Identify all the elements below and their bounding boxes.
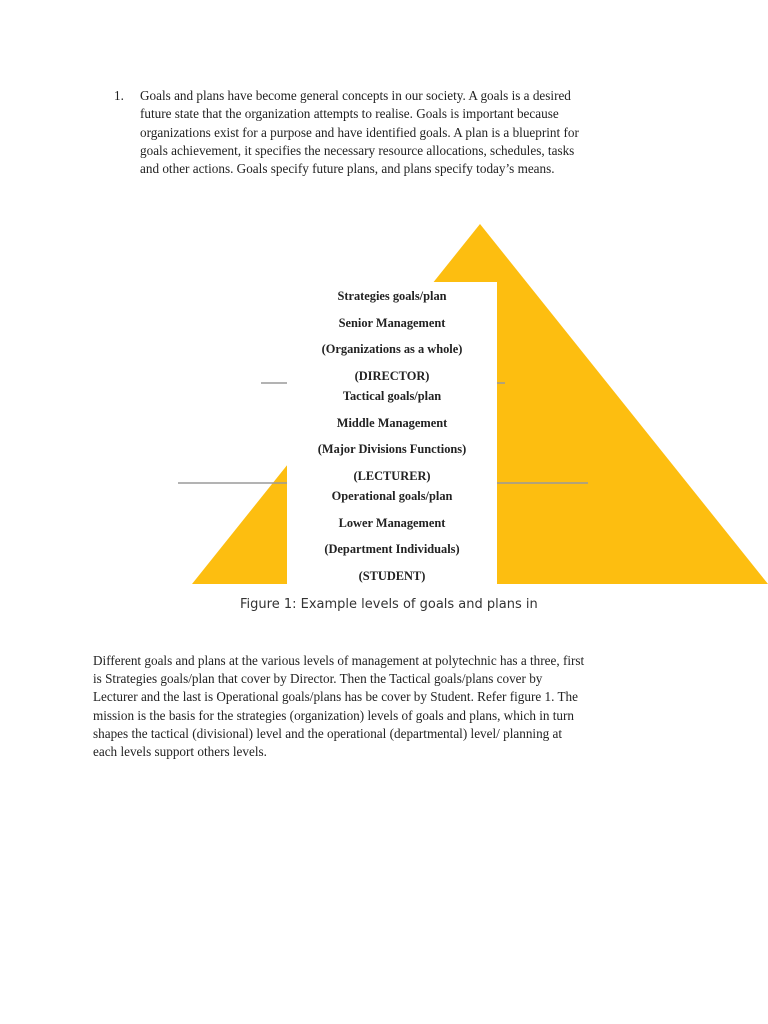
level-scope: (Major Divisions Functions) <box>317 442 467 456</box>
level-strategic <box>287 282 497 383</box>
question-line: future state that the organization attempts to realise. Goals is important because <box>140 106 559 122</box>
level-management: Lower Management <box>338 515 446 530</box>
level-management: Middle Management <box>336 415 448 430</box>
level-title: Tactical goals/plan <box>342 389 442 403</box>
level-title: Operational goals/plan <box>331 489 453 503</box>
level-role: (LECTURER) <box>353 468 431 483</box>
pyramid-figure <box>0 200 768 630</box>
question-line: organizations exist for a purpose and have identified goals. A plan is a blueprint for <box>140 124 579 140</box>
level-role: (STUDENT) <box>358 568 426 583</box>
body-line: each levels support others levels. <box>93 744 267 760</box>
level-operational <box>287 483 497 588</box>
question-line: and other actions. Goals specify future plans, and plans specify today’s means. <box>140 161 555 177</box>
body-line: Lecturer and the last is Operational goals/plans has be cover by Student. Refer figure 1. The <box>93 689 578 705</box>
level-scope: (Organizations as a whole) <box>321 342 463 356</box>
level-title: Strategies goals/plan <box>337 289 447 303</box>
question-paragraph <box>114 87 674 178</box>
question-line: goals achievement, it specifies the necessary resource allocations, schedules, tasks <box>140 142 575 158</box>
level-management: Senior Management <box>338 315 446 330</box>
level-role: (DIRECTOR) <box>354 368 430 383</box>
list-number: 1. <box>114 88 124 103</box>
question-line: Goals and plans have become general concepts in our society. A goals is a desired <box>140 88 571 103</box>
pyramid-levels <box>287 282 497 588</box>
figure-caption: Figure 1: Example levels of goals and plans in <box>240 597 538 612</box>
body-line: shapes the tactical (divisional) level and the operational (departmental) level/ planning at <box>93 725 563 741</box>
body-line: is Strategies goals/plan that cover by Director. Then the Tactical goals/plans cover by <box>93 671 543 687</box>
body-paragraph <box>93 652 693 761</box>
level-scope: (Department Individuals) <box>324 542 460 556</box>
level-tactical <box>287 383 497 483</box>
question-text <box>140 87 674 178</box>
body-line: Different goals and plans at the various levels of management at polytechnic has a three, first <box>93 653 585 668</box>
body-line: mission is the basis for the strategies (organization) levels of goals and plans, which in turn <box>93 707 575 723</box>
